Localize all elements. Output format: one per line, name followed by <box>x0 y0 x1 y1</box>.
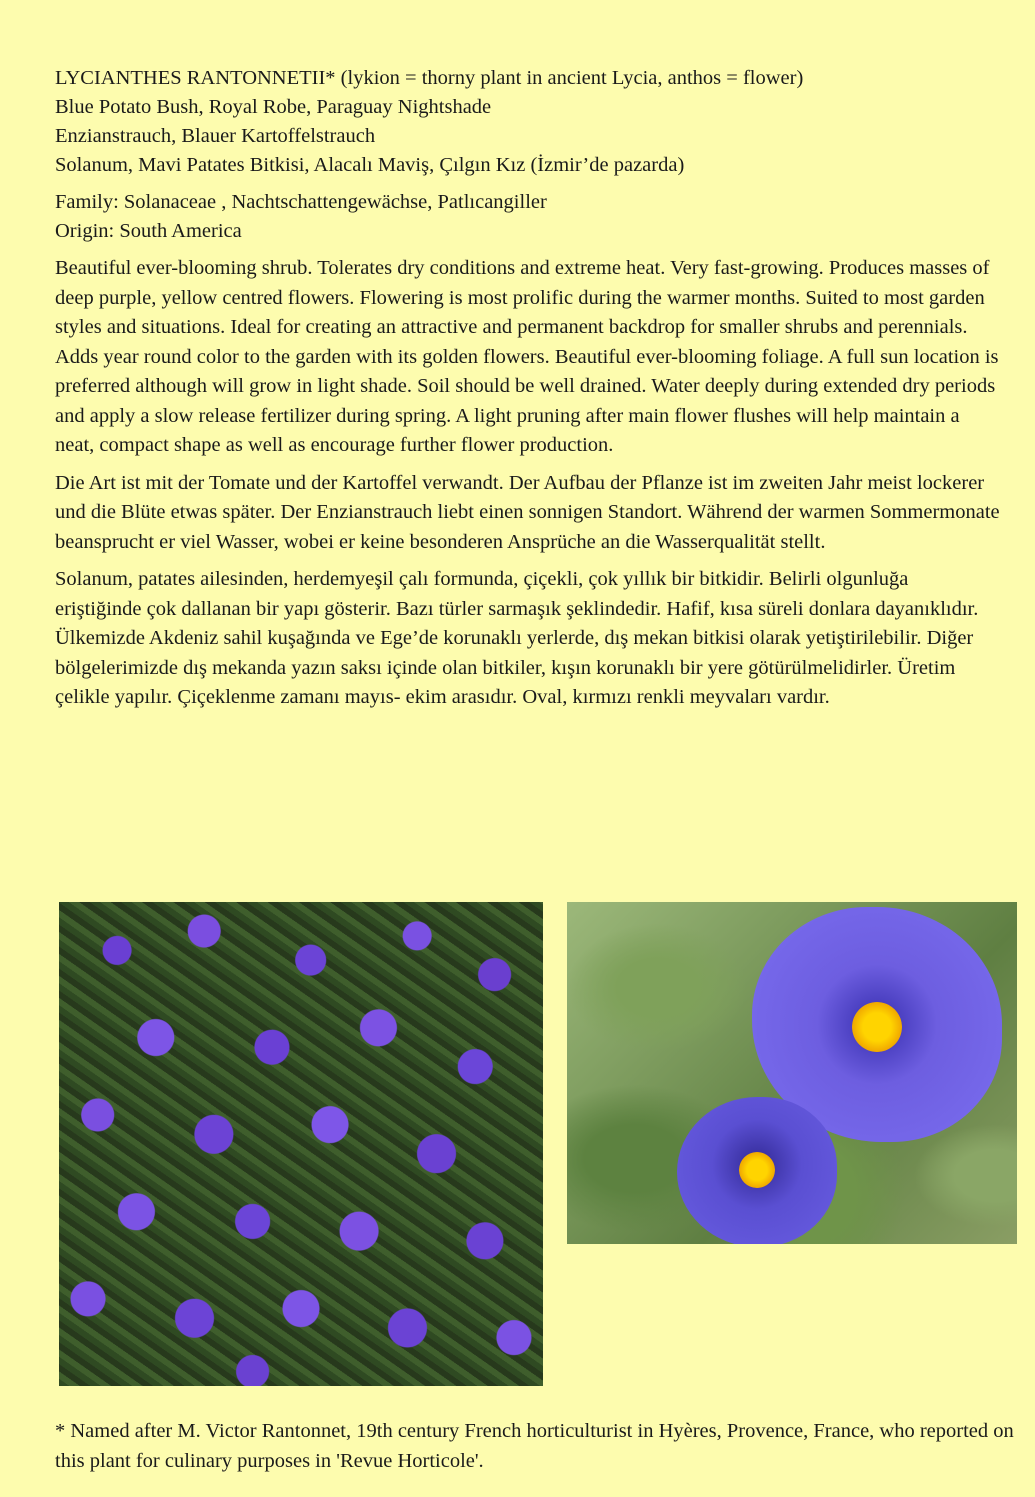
turkish-description: Solanum, patates ailesinden, herdemyeşil çalı formunda, çiçekli, çok yıllık bir bitkidir. Belirli olgunluğa eriştiğinde çok dallanan bir yapı gösterir. Bazı türler sarmaşık şeklindedir. Hafif, kısa süreli donlara dayanıklıdır. Ülkemizde Akdeniz sahil kuşağında ve Ege’de korunaklı yerlerde, dış mekan bitkisi olarak yetiştirilebilir. Diğer bölgelerimizde dış mekanda yazın saksı içinde olan bitkiler, kışın korunaklı bir yere götürülmelidirler. Üretim çelikle yapılır. Çiçeklenme zamanı mayıs- ekim arasıdır. Oval, kırmızı renkli meyvaları vardır. <box>55 568 979 708</box>
english-description: Beautiful ever-blooming shrub. Tolerates dry conditions and extreme heat. Very fast-growing. Produces masses of deep purple, yellow centred flowers. Flowering is most prolific during the warmer months. Suited to most garden styles and situations. Ideal for creating an attractive and permanent backdrop for smaller shrubs and perennials. Adds year round color to the garden with its golden flowers. Beautiful ever-blooming foliage. A full sun location is preferred although will grow in light shade. Soil should be well drained. Water deeply during extended dry periods and apply a slow release fertilizer during spring. A light pruning after main flower flushes will help maintain a neat, compact shape as well as encourage further flower production. <box>55 257 999 456</box>
taxonomy-block <box>55 188 1000 246</box>
family-line: Family: Solanaceae , Nachtschattengewächse, Patlıcangiller <box>55 191 547 213</box>
botanical-name: LYCIANTHES RANTONNETII* (lykion = thorny plant in ancient Lycia, anthos = flower) <box>55 67 804 89</box>
turkish-common-names: Solanum, Mavi Patates Bitkisi, Alacalı Maviş, Çılgın Kız (İzmir’de pazarda) <box>55 154 685 176</box>
origin-line: Origin: South America <box>55 220 242 242</box>
document-body <box>55 64 1000 721</box>
large-flower-center <box>852 1002 902 1052</box>
flower-closeup-photo <box>567 902 1017 1244</box>
german-description: Die Art ist mit der Tomate und der Kartoffel verwandt. Der Aufbau der Pflanze ist im zweiten Jahr meist lockerer und die Blüte etwas später. Der Enzianstrauch liebt einen sonnigen Standort. Während der warmen Sommermonate beansprucht er viel Wasser, wobei er keine besonderen Ansprüche an die Wasserqualität stellt. <box>55 471 1000 553</box>
footnote: * Named after M. Victor Rantonnet, 19th century French horticulturist in Hyères, Provence, France, who reported on this plant for culinary purposes in 'Revue Horticole'. <box>55 1420 1014 1472</box>
small-flower-center <box>739 1152 775 1188</box>
plant-names-block <box>55 64 1000 180</box>
english-common-names: Blue Potato Bush, Royal Robe, Paraguay Nightshade <box>55 96 492 118</box>
german-common-names: Enzianstrauch, Blauer Kartoffelstrauch <box>55 125 376 147</box>
shrub-flowers-photo <box>59 902 543 1386</box>
